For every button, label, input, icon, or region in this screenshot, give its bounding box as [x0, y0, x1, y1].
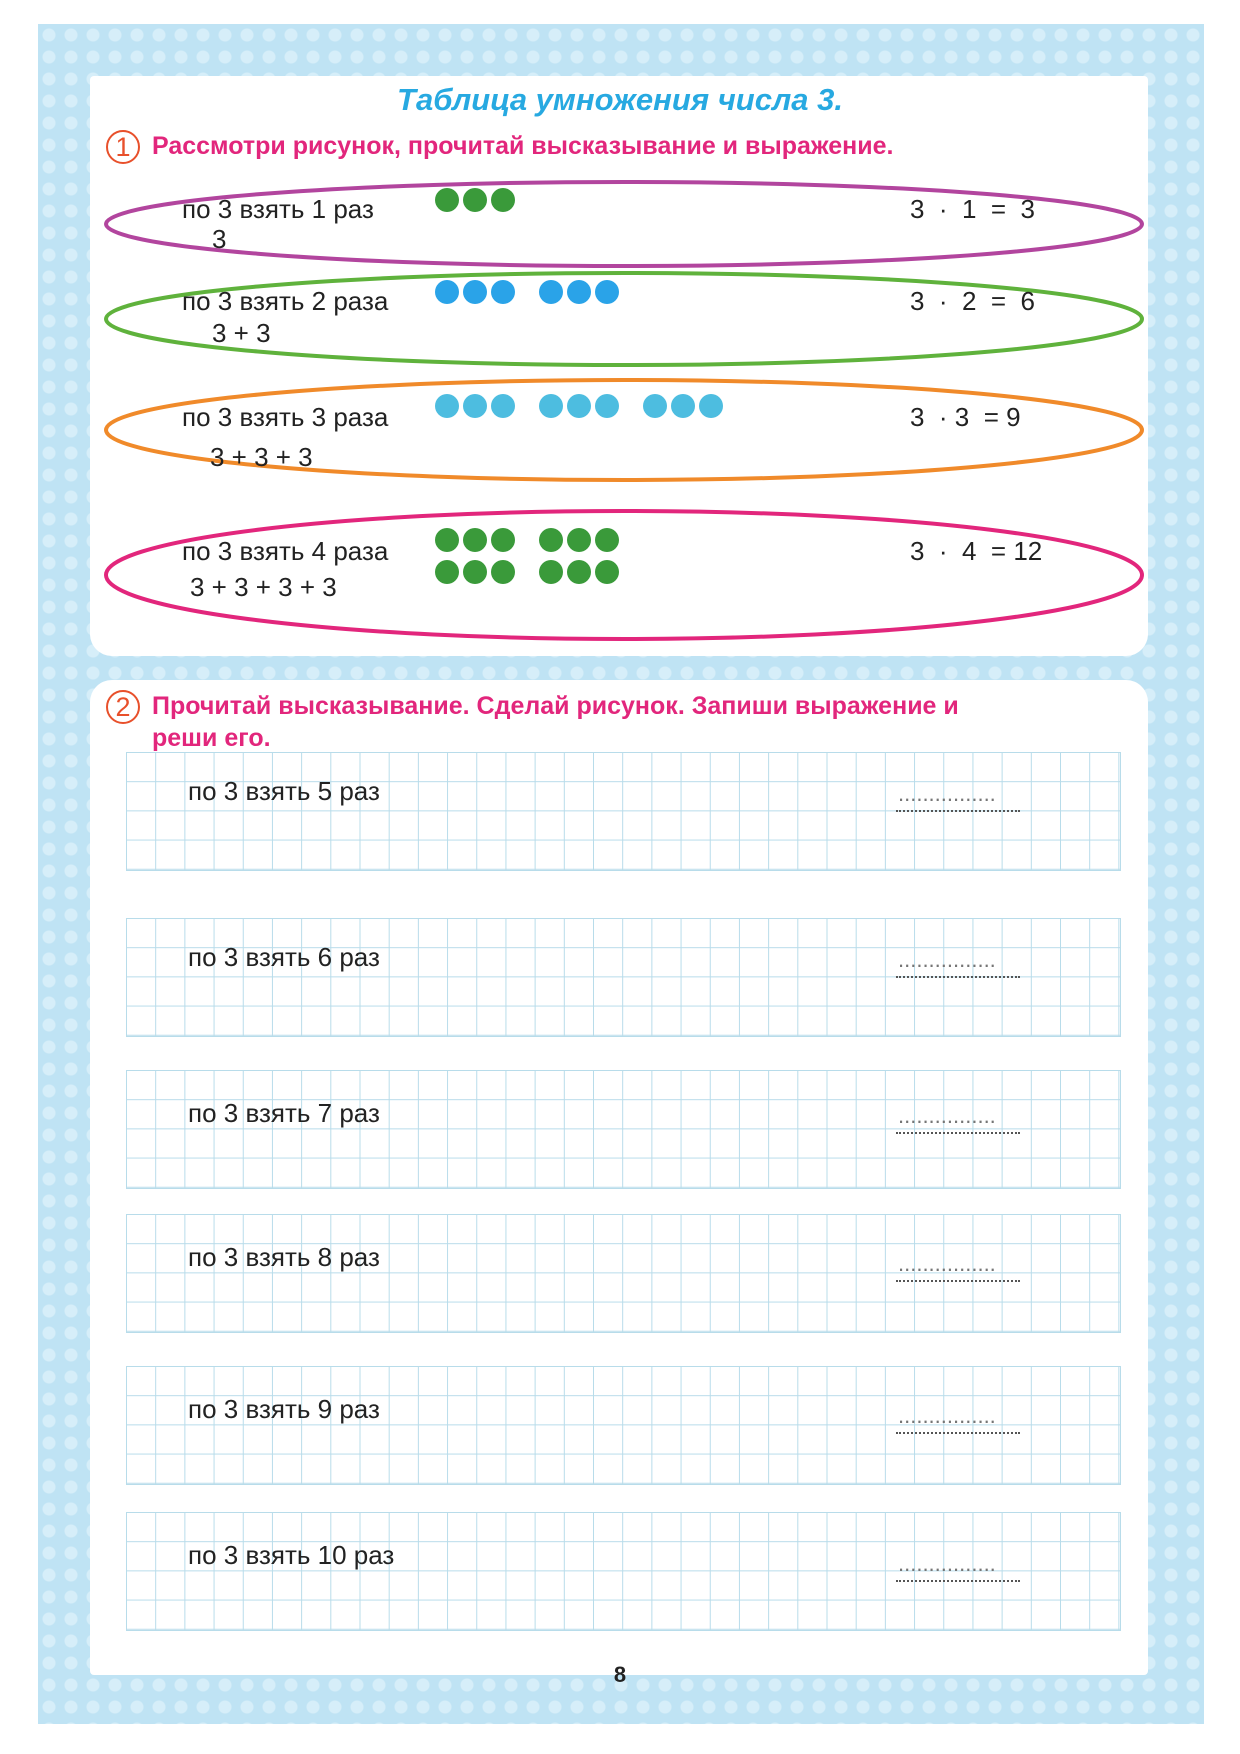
multiplication-equation: 3 · 1 = 3: [910, 194, 1036, 224]
grid-area[interactable]: [126, 752, 1121, 871]
task1-row: [100, 372, 1148, 488]
task1-header: [106, 130, 894, 164]
task1-row: [100, 266, 1148, 372]
counter-dot: [567, 394, 591, 418]
counter-dot: [435, 528, 459, 552]
answer-input[interactable]: [896, 944, 1020, 978]
counter-dot: [595, 280, 619, 304]
counter-dot: [539, 394, 563, 418]
statement-text: по 3 взять 9 раз: [188, 1394, 380, 1424]
counter-dot: [491, 394, 515, 418]
counter-dot: [539, 528, 563, 552]
page-title: Таблица умножения числа 3.: [397, 82, 843, 117]
counter-dot: [595, 528, 619, 552]
statement-text: по 3 взять 7 раз: [188, 1098, 380, 1128]
counter-dot: [435, 394, 459, 418]
grid-area[interactable]: [126, 1366, 1121, 1485]
counter-dot: [539, 560, 563, 584]
counter-dot: [463, 280, 487, 304]
statement-text: по 3 взять 2 раза: [182, 286, 389, 316]
task2-number-badge: 2: [106, 690, 140, 724]
statement-text: по 3 взять 1 раз: [182, 194, 374, 224]
counter-dot: [567, 528, 591, 552]
task2-instruction-line1: Прочитай высказывание. Сделай рисунок. Запиши выражение и: [152, 692, 959, 720]
multiplication-equation: 3 · 2 = 6: [910, 286, 1036, 316]
grid-area[interactable]: [126, 1070, 1121, 1189]
statement-text: по 3 взять 5 раз: [188, 776, 380, 806]
counter-dot: [463, 394, 487, 418]
statement-text: по 3 взять 4 раза: [182, 536, 389, 566]
counter-dot: [463, 560, 487, 584]
counter-dot: [539, 280, 563, 304]
answer-input[interactable]: [896, 1248, 1020, 1282]
answer-input[interactable]: [896, 1100, 1020, 1134]
sum-expression: 3 + 3: [212, 318, 271, 348]
answer-input[interactable]: [896, 1400, 1020, 1434]
counter-dot: [435, 280, 459, 304]
counter-dot: [435, 560, 459, 584]
task1-instruction: Рассмотри рисунок, прочитай высказывание и выражение.: [152, 132, 894, 160]
counter-dot: [491, 560, 515, 584]
counter-dot: [595, 394, 619, 418]
statement-text: по 3 взять 6 раз: [188, 942, 380, 972]
counter-dot: [463, 528, 487, 552]
task2-instruction-line2: реши его.: [152, 724, 271, 752]
task1-row: [100, 500, 1148, 650]
task2-instruction: [152, 690, 959, 754]
counter-dot: [699, 394, 723, 418]
sum-expression: 3 + 3 + 3 + 3: [190, 572, 337, 602]
counter-dot: [671, 394, 695, 418]
counter-dot: [463, 188, 487, 212]
grid-area[interactable]: [126, 1512, 1121, 1631]
counter-dot: [567, 560, 591, 584]
counter-dot: [643, 394, 667, 418]
counter-dot: [435, 188, 459, 212]
task1-number-badge: 1: [106, 130, 140, 164]
multiplication-equation: 3 · 4 = 12: [910, 536, 1043, 566]
sum-expression: 3 + 3 + 3: [210, 442, 313, 472]
counter-dot: [567, 280, 591, 304]
task2-header: [106, 690, 959, 754]
multiplication-equation: 3 · 3 = 9: [910, 402, 1021, 432]
statement-text: по 3 взять 8 раз: [188, 1242, 380, 1272]
grid-area[interactable]: [126, 1214, 1121, 1333]
statement-text: по 3 взять 10 раз: [188, 1540, 395, 1570]
grid-area[interactable]: [126, 918, 1121, 1037]
answer-input[interactable]: [896, 1548, 1020, 1582]
counter-dot: [491, 528, 515, 552]
statement-text: по 3 взять 3 раза: [182, 402, 389, 432]
page-number: 8: [613, 1662, 627, 1687]
counter-dot: [491, 280, 515, 304]
counter-dot: [595, 560, 619, 584]
sum-expression: 3: [212, 224, 227, 254]
counter-dot: [491, 188, 515, 212]
task1-row: [100, 176, 1148, 272]
answer-input[interactable]: [896, 778, 1020, 812]
